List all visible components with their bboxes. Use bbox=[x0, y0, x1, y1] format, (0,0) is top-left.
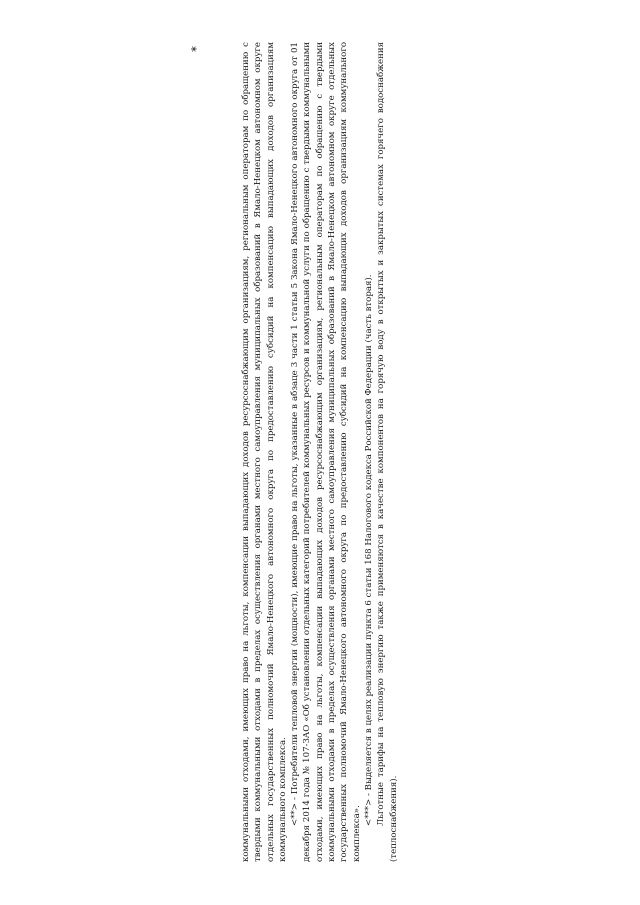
footnote-triple-asterisk: <***> - Выделяется в целях реализации пункта 6 статьи 168 Налогового кодекса Российской Федерации (часть вторая). bbox=[363, 274, 374, 826]
asterisk-mark: * bbox=[189, 46, 203, 52]
paragraph-continuation: коммунальными отходами, имеющих право на льготы, компенсации выпадающих доходов ресурсоснабжающим организациям, региональным операторам по обращению с твердыми коммунальными отходами в пределах осуществления органами местного самоуправления муниципальных образований в Ямало-Ненецком автономном округе отдельных государственных полномочий Ямало-Ненецкого автономного округа по предоставлению субсидий на компенсацию выпадающих доходов организациям коммунального комплекса. bbox=[241, 42, 288, 862]
footnote-double-asterisk: <**> - Потребители тепловой энергии (мощности), имеющие право на льготы, указанные в абзаце 3 части 1 статьи 5 Закона Ямало-Ненецкого автономного округа от 01 декабря 2014 года № 107-ЗАО «Об установлении отдельных категорий потребителей коммунальных ресурсов и коммунальной услуги по обращению с твердыми коммунальными отходами, имеющих право на льготы, компенсации выпадающих доходов ресурсоснабжающим организациям, региональным операторам по обращению с твердыми коммунальными отходами в пределах осуществления органами местного самоуправления муниципальных образований в Ямало-Ненецком автономном округе отдельных государственных полномочий Ямало-Ненецкого автономного округа по предоставлению субсидий на компенсацию выпадающих доходов организациям коммунального комплекса». bbox=[290, 42, 362, 862]
closing-note: Льготные тарифы на тепловую энергию также применяются в качестве компонентов на горячую воду в открытых и закрытых системах горячего водоснабжения (теплоснабжения). bbox=[376, 42, 399, 862]
rotated-text-block bbox=[240, 42, 400, 862]
